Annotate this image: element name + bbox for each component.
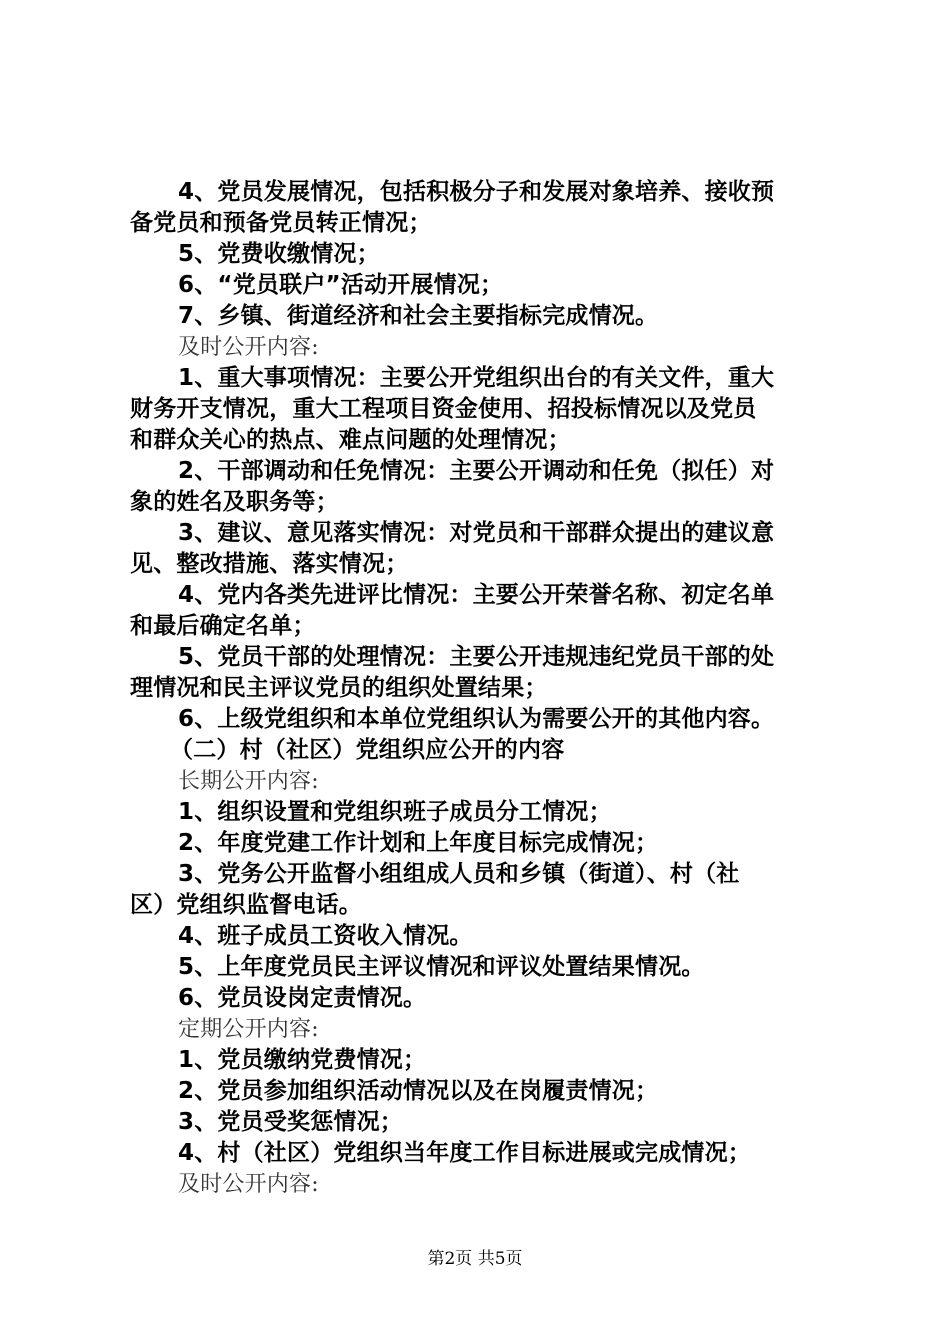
paragraph-line: 1、重大事项情况：主要公开党组织出台的有关文件，重大: [178, 365, 775, 391]
paragraph-line: 3、党员受奖惩情况；: [178, 1109, 404, 1135]
paragraph-line: 3、建议、意见落实情况：对党员和干部群众提出的建议意: [178, 520, 775, 546]
paragraph-line: 4、党员发展情况，包括积极分子和发展对象培养、接收预: [178, 179, 775, 205]
paragraph-line: 4、班子成员工资收入情况。: [178, 923, 473, 949]
paragraph-line: 理情况和民主评议党员的组织处置结果；: [130, 675, 548, 701]
paragraph-line: 和最后确定名单；: [130, 613, 316, 639]
paragraph-line: 5、上年度党员民主评议情况和评议处置结果情况。: [178, 954, 705, 980]
section-label: 及时公开内容:: [178, 1172, 319, 1197]
paragraph-line: 备党员和预备党员转正情况；: [130, 210, 432, 236]
paragraph-line: 5、党费收缴情况；: [178, 241, 380, 267]
paragraph-line: 3、党务公开监督小组组成人员和乡镇（街道）、村（社: [178, 861, 740, 887]
paragraph-line: 2、干部调动和任免情况：主要公开调动和任免（拟任）对: [178, 458, 775, 484]
paragraph-line: 2、党员参加组织活动情况以及在岗履责情况；: [178, 1078, 659, 1104]
paragraph-line: 1、组织设置和党组织班子成员分工情况；: [178, 799, 612, 825]
paragraph-line: 象的姓名及职务等；: [130, 489, 339, 515]
paragraph-line: 区）党组织监督电话。: [130, 892, 362, 918]
paragraph-line: 5、党员干部的处理情况：主要公开违规违纪党员干部的处: [178, 644, 775, 670]
paragraph-line: 1、党员缴纳党费情况；: [178, 1047, 427, 1073]
paragraph-line: 4、村（社区）党组织当年度工作目标进展或完成情况；: [178, 1140, 752, 1166]
paragraph-line: 和群众关心的热点、难点问题的处理情况；: [130, 427, 571, 453]
paragraph-line: 6、上级党组织和本单位党组织认为需要公开的其他内容。: [178, 706, 775, 732]
paragraph-line: 6、党员设岗定责情况。: [178, 985, 427, 1011]
section-label: 长期公开内容:: [178, 769, 319, 794]
page-footer: 第2页 共5页: [427, 1249, 523, 1269]
section-label: 及时公开内容:: [178, 335, 319, 360]
paragraph-line: 2、年度党建工作计划和上年度目标完成情况；: [178, 830, 659, 856]
paragraph-line: 见、整改措施、落实情况；: [130, 551, 409, 577]
paragraph-line: 财务开支情况，重大工程项目资金使用、招投标情况以及党员: [130, 396, 757, 422]
document-body: [130, 177, 830, 1200]
paragraph-line: 6、“党员联户”活动开展情况；: [178, 272, 504, 298]
section-heading: （二）村（社区）党组织应公开的内容: [170, 737, 565, 763]
paragraph-line: 4、党内各类先进评比情况：主要公开荣誉名称、初定名单: [178, 582, 775, 608]
paragraph-line: 7、乡镇、街道经济和社会主要指标完成情况。: [178, 303, 659, 329]
section-label: 定期公开内容:: [178, 1017, 319, 1042]
